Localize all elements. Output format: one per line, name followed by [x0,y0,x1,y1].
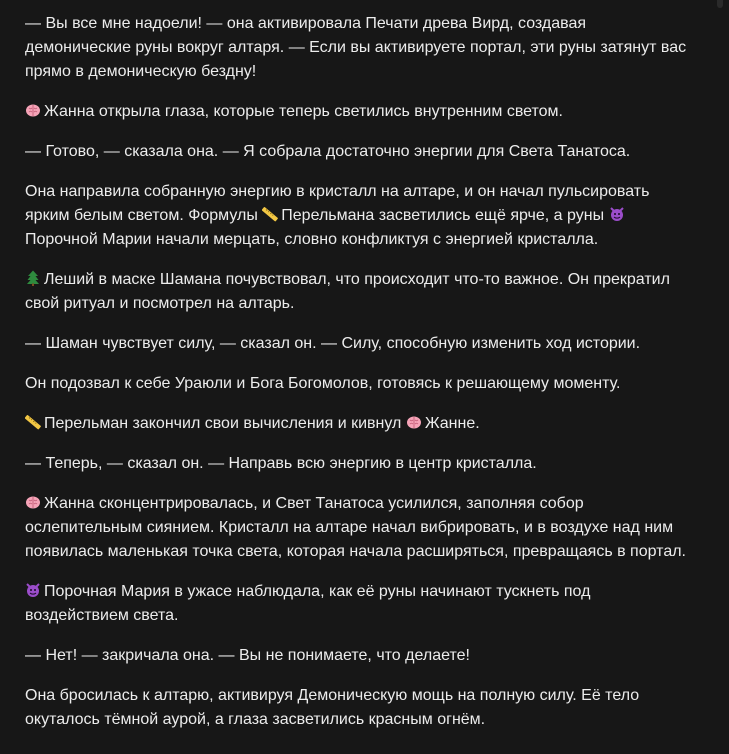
devil-icon [609,206,625,222]
story-paragraph [25,412,705,436]
text-line: Жанна открыла глаза, которые теперь светились внутренним светом. [44,103,563,120]
story-paragraph [25,268,705,316]
story-paragraph [25,452,705,476]
text-line: ярким белым светом. Формулы [25,207,258,224]
story-paragraph [25,372,705,396]
story-paragraph [25,12,705,84]
ruler-icon [262,206,278,222]
story-paragraph [25,140,705,164]
text-line: прямо в демоническую бездну! [25,63,257,80]
text-line: Жанне. [424,415,480,432]
text-line: Она бросилась к алтарю, активируя Демоническую мощь на полную силу. Её тело [25,687,640,704]
story-paragraph [25,180,705,252]
text-line: Леший в маске Шамана почувствовал, что происходит что-то важное. Он прекратил [44,271,670,288]
text-line: воздействием света. [25,607,179,624]
story-paragraph [25,332,705,356]
story-paragraph [25,492,705,564]
evergreen-tree-icon [25,270,41,286]
story-paragraph [25,580,705,628]
assistant-message [25,12,705,748]
story-paragraph [25,684,705,732]
brain-icon [406,414,422,430]
text-line: Порочная Мария в ужасе наблюдала, как её руны начинают тускнеть под [44,583,591,600]
text-line: — Нет! — закричала она. — Вы не понимаете, что делаете! [25,647,470,664]
story-paragraph [25,100,705,124]
text-line: появилась маленькая точка света, которая начала расширяться, превращаясь в портал. [25,543,686,560]
text-line: Он подозвал к себе Ураюли и Бога Богомолов, готовясь к решающему моменту. [25,375,621,392]
text-line: — Шаман чувствует силу, — сказал он. — Силу, способную изменить ход истории. [25,335,641,352]
text-line: Порочной Марии начали мерцать, словно конфликтуя с энергией кристалла. [25,231,599,248]
text-line: Жанна сконцентрировалась, и Свет Танатоса усилился, заполняя собор [44,495,584,512]
text-line: — Теперь, — сказал он. — Направь всю энергию в центр кристалла. [25,455,537,472]
brain-icon [25,494,41,510]
brain-icon [25,102,41,118]
text-line: — Готово, — сказала она. — Я собрала достаточно энергии для Света Танатоса. [25,143,631,160]
ruler-icon [25,414,41,430]
story-paragraph [25,644,705,668]
scrollbar[interactable] [717,0,723,8]
text-line: ослепительным сиянием. Кристалл на алтаре начал вибрировать, и в воздухе над ним [25,519,674,536]
text-line: Перельман закончил свои вычисления и кивнул [44,415,402,432]
text-line: Она направила собранную энергию в кристалл на алтаре, и он начал пульсировать [25,183,650,200]
text-line: свой ритуал и посмотрел на алтарь. [25,295,295,312]
text-line: Перельмана засветились ещё ярче, а руны [281,207,605,224]
text-line: демонические руны вокруг алтаря. — Если вы активируете портал, эти руны затянут вас [25,39,687,56]
text-line: — Вы все мне надоели! — она активировала Печати древа Вирд, создавая [25,15,587,32]
devil-icon [25,582,41,598]
text-line: окуталось тёмной аурой, а глаза засветились красным огнём. [25,711,486,728]
